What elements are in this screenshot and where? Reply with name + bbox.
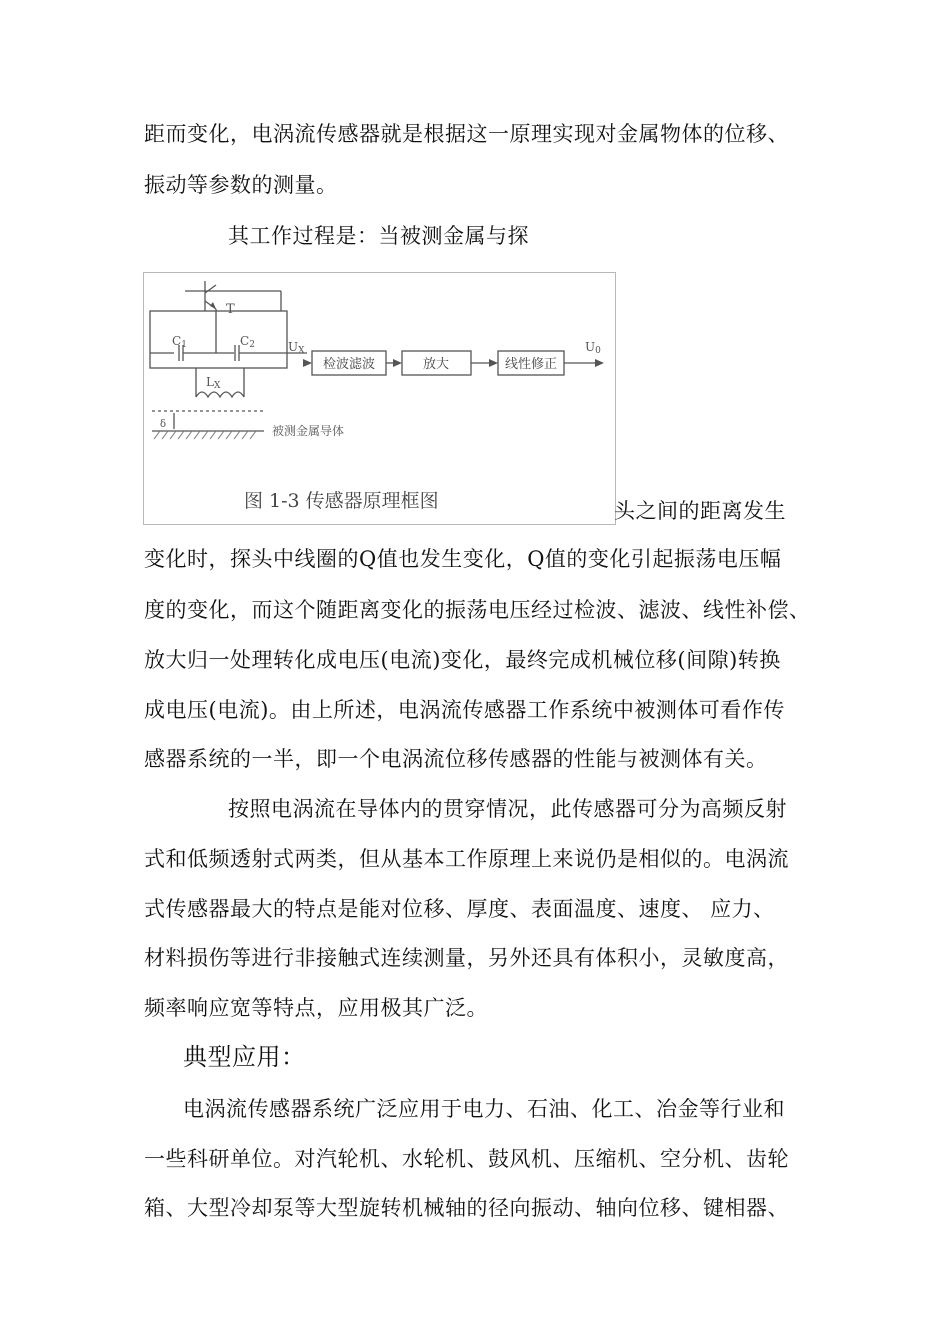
- uo-label: U0: [585, 340, 601, 356]
- paragraph-line: 一些科研单位。对汽轮机、水轮机、鼓风机、压缩机、空分机、齿轮: [144, 1147, 789, 1171]
- block-linear-correction-label: 线性修正: [504, 357, 558, 372]
- sensor-block-diagram-figure: [143, 272, 616, 525]
- paragraph-line: 头之间的距离发生: [614, 499, 786, 523]
- paragraph-line: 度的变化，而这个随距离变化的振荡电压经过检波、滤波、线性补偿、: [144, 598, 811, 622]
- block-amplifier-label: 放大: [422, 357, 450, 372]
- section-heading-typical-applications: 典型应用：: [183, 1043, 306, 1071]
- gap-delta-label: δ: [160, 419, 167, 430]
- paragraph-line: 感器系统的一半，即一个电涡流位移传感器的性能与被测体有关。: [144, 747, 768, 771]
- capacitor-c2-label: C2: [240, 334, 255, 350]
- ux-label: UX: [288, 340, 305, 356]
- paragraph-line: 距而变化，电涡流传感器就是根据这一原理实现对金属物体的位移、: [144, 122, 789, 146]
- paragraph-line: 频率响应宽等特点，应用极其广泛。: [144, 996, 488, 1020]
- coil-symbol: [196, 392, 244, 397]
- paragraph-line: 按照电涡流在导体内的贯穿情况，此传感器可分为高频反射: [228, 797, 787, 821]
- figure-caption: 图 1-3 传感器原理框图: [244, 490, 439, 512]
- circuit-outer-wire: [150, 311, 287, 368]
- paragraph-line: 变化时，探头中线圈的Q值也发生变化，Q值的变化引起振荡电压幅: [144, 547, 782, 571]
- paragraph-line: 振动等参数的测量。: [144, 173, 338, 197]
- paragraph-line: 其工作过程是：当被测金属与探: [228, 224, 529, 248]
- paragraph-line: 式和低频透射式两类，但从基本工作原理上来说仍是相似的。电涡流: [144, 847, 789, 871]
- paragraph-line: 成电压(电流)。由上所述，电涡流传感器工作系统中被测体可看作传: [144, 698, 785, 722]
- transistor-label: T: [226, 302, 235, 317]
- paragraph-line: 箱、大型冷却泵等大型旋转机械轴的径向振动、轴向位移、键相器、: [144, 1196, 789, 1220]
- paragraph-line: 式传感器最大的特点是能对位移、厚度、表面温度、速度、 应力、: [144, 897, 775, 921]
- paragraph-line: 材料损伤等进行非接触式连续测量，另外还具有体积小，灵敏度高，: [144, 946, 789, 970]
- block-demod-filter-label: 检波滤波: [322, 357, 376, 372]
- conductor-label: 被测金属导体: [272, 424, 345, 438]
- paragraph-line: 放大归一处理转化成电压(电流)变化，最终完成机械位移(间隙)转换: [144, 648, 781, 672]
- coil-lx-label: LX: [206, 375, 221, 391]
- capacitor-c1-label: C1: [172, 334, 187, 350]
- paragraph-line: 电涡流传感器系统广泛应用于电力、石油、化工、冶金等行业和: [183, 1097, 785, 1121]
